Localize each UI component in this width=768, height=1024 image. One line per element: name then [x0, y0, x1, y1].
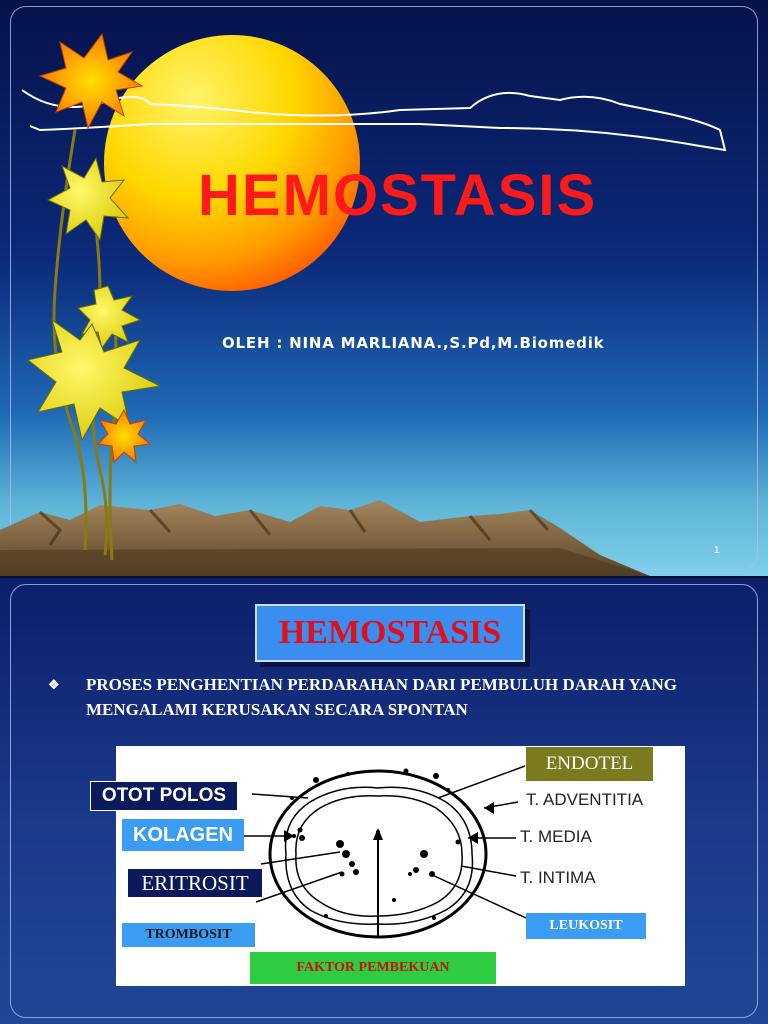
diamond-bullet-icon: ❖	[48, 677, 60, 692]
content-slide	[0, 578, 768, 1024]
eritrosit-label: ERITROSIT	[128, 869, 262, 897]
slide-title-box	[255, 604, 525, 662]
bullet-text: PROSES PENGHENTIAN PERDARAHAN DARI PEMBULUH DARAH YANG MENGALAMI KERUSAKAN SECARA SPONTAN	[86, 675, 677, 719]
leukosit-label: LEUKOSIT	[526, 913, 646, 939]
page-number: 1	[714, 545, 720, 556]
presentation-title: HEMOSTASIS	[198, 163, 598, 228]
bullet-point	[48, 672, 718, 722]
trombosit-label: TROMBOSIT	[122, 923, 255, 947]
otot-polos-label: OTOT POLOS	[90, 781, 238, 811]
kolagen-label: KOLAGEN	[122, 819, 244, 851]
adventitia-label: T. ADVENTITIA	[526, 790, 644, 809]
intima-label: T. INTIMA	[520, 868, 596, 887]
media-label: T. MEDIA	[520, 827, 592, 846]
slide-title: HEMOSTASIS	[278, 614, 502, 651]
starburst-5	[98, 410, 150, 462]
faktor-pembekuan-label: FAKTOR PEMBEKUAN	[250, 952, 496, 984]
endotel-label: ENDOTEL	[525, 746, 654, 782]
author-line: OLEH : NINA MARLIANA.,S.Pd,M.Biomedik	[222, 334, 605, 352]
